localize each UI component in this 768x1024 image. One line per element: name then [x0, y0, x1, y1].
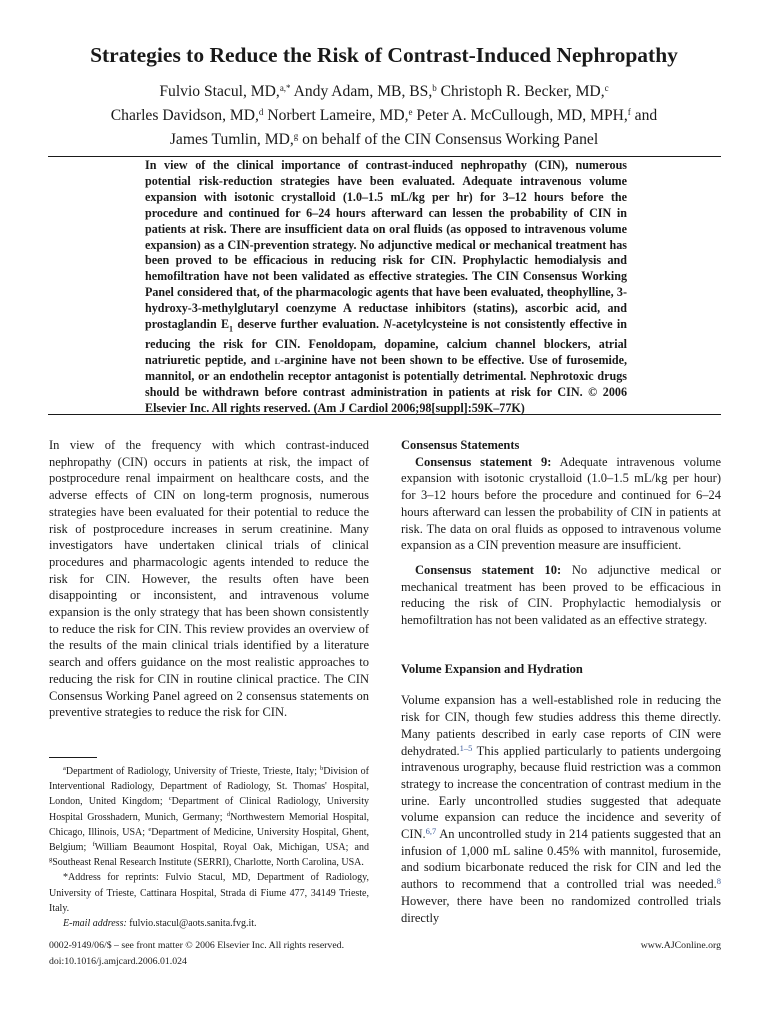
- consensus-label: Consensus statement 10:: [415, 562, 562, 577]
- abstract-top-rule: [48, 156, 721, 157]
- author-name: Christoph R. Becker, MD,: [436, 83, 605, 100]
- affiliation-marker: c: [604, 83, 609, 93]
- affiliation-marker: d: [258, 107, 264, 117]
- paragraph-text: However, there have been no randomized controlled trials directly: [401, 893, 721, 925]
- abstract-text: In view of the clinical importance of contrast-induced nephropathy (CIN), numerous potential risk-reduction strategies have been evaluated. Adequate intravenous volume expansion with isotonic crystalloid (1.0–1.5 mL/kg per hr) for 3–12 hours before the procedure and continued for 6–24 hours afterward can lessen the probability of CIN in patients at risk. There are insufficient data on oral fluids (as opposed to intravenous volume expansion) as a CIN-prevention strategy. No adjunctive medical or mechanical treatment has been proved to be efficacious in reducing risk for CIN. Prophylactic hemodialysis and hemofiltration have not been validated as effective strategies. The CIN Consensus Working Panel considered that, of the pharmacologic agents that have been evaluated, theophylline, 3-hydroxy-3-methylglutaryl coenzyme A reductase inhibitors (statins), ascorbic acid, and prostaglandin E: [145, 158, 627, 332]
- affiliation-text: Department of Radiology, University of Trieste, Trieste, Italy;: [65, 766, 320, 777]
- abstract-subscript: 1: [229, 324, 234, 334]
- author-name: Fulvio Stacul, MD,: [159, 83, 280, 100]
- affiliation-marker: e: [148, 825, 152, 833]
- reference-link[interactable]: 8: [716, 876, 721, 887]
- abstract: [145, 158, 627, 417]
- affiliation-text: William Beaumont Hospital, Royal Oak, Michigan, USA; and: [94, 842, 369, 854]
- affiliation-marker: e: [408, 107, 413, 117]
- copyright-footer: [49, 938, 449, 969]
- abstract-text: -arginine have not been shown to be effective. Use of furosemide, mannitol, or an endothelin receptor antagonist is potentially detrimental. Nephrotoxic drugs should be withdrawn before contrast administration in patients at risk for CIN. © 2006 Elsevier Inc. All rights reserved. (Am J Cardiol 2006;98[suppl]:59K–77K): [145, 353, 627, 415]
- author-line-2: [40, 104, 728, 128]
- author-name: James Tumlin, MD,: [169, 131, 294, 148]
- volume-paragraph: [401, 692, 721, 926]
- affiliation-text: Southeast Renal Research Institute (SERRI), Charlotte, North Carolina, USA.: [52, 857, 364, 869]
- footnotes: [49, 764, 369, 931]
- author-line-3: [40, 128, 728, 152]
- intro-paragraph: In view of the frequency with which contrast-induced nephropathy (CIN) occurs in patients at risk, the impact of postprocedure renal impairment on healthcare costs, and the adverse effects of CIN on long-term prognosis, numerous strategies have been evaluated for their potential to reduce the risk of postprocedure increases in serum creatinine. Many investigators have undertaken clinical trials of clinical procedures and pharmacologic agents intended to reduce the risk for CIN. However, the results often have been disappointing or inconsistent, and intravenous volume expansion is the only strategy that has been shown consistently to reduce the risk for CIN. This review provides an overview of the results of the main clinical trials identified by a literature search and offers guidance on the most realistic approaches to reducing the risk for CIN in routine clinical practice. The CIN Consensus Working Panel agreed on 2 consensus statements on preventive strategies to reduce the risk for CIN.: [49, 438, 369, 720]
- affiliation-marker: f: [92, 841, 95, 849]
- author-name: Andy Adam, MB, BS,: [290, 83, 433, 100]
- abstract-text: -acetylcysteine is not consistently effective in reducing the risk for CIN. Fenoldopam, dopamine, calcium channel blockers, atrial natriuretic peptide, and: [145, 317, 627, 368]
- affiliation-marker: d: [226, 810, 231, 818]
- author-conjunction: and: [630, 107, 658, 124]
- email-label: E-mail address:: [63, 918, 127, 930]
- section-heading-volume: Volume Expansion and Hydration: [401, 661, 583, 676]
- working-panel-note: on behalf of the CIN Consensus Working Panel: [298, 131, 599, 148]
- abstract-bottom-rule: [48, 414, 721, 415]
- abstract-italic: N: [383, 317, 393, 332]
- affiliations-footnote: [49, 764, 369, 870]
- affiliation-text: Northwestern Memorial Hospital, Chicago, Illinois, USA;: [49, 811, 369, 838]
- section-heading-consensus: Consensus Statements: [401, 438, 520, 452]
- email-address[interactable]: fulvio.stacul@aots.sanita.fvg.it.: [126, 918, 257, 930]
- reference-link[interactable]: 1–5: [459, 742, 473, 753]
- paragraph-text: This applied particularly to patients undergoing intravenous urography, because fluid restriction was a common strategy to increase the concentration of contrast medium in the urine. Early uncontrolled studies suggested that adequate volume expansion can reduce the incidence and severity of CIN.: [401, 743, 721, 842]
- affiliation-text: Department of Clinical Radiology, University Hospital Grosshadern, Munich, Germany;: [49, 796, 369, 823]
- affiliation-marker: c: [168, 795, 172, 803]
- paragraph-text: An uncontrolled study in 214 patients suggested that an infusion of 1,000 mL saline 0.45% with mannitol, furosemide, and sodium bicarbonate reduced the risk for CIN and led the authors to recommend that a controlled trial was needed.: [401, 827, 721, 892]
- abstract-text: deserve further evaluation.: [233, 317, 384, 332]
- email-line: [49, 916, 369, 931]
- affiliation-marker: g: [293, 131, 299, 141]
- affiliation-marker: b: [319, 765, 324, 772]
- consensus-statement-10: [401, 562, 721, 629]
- paragraph-text: Volume expansion has a well-established role in reducing the risk for CIN, though few studies address this theme directly. Many patients described in early case reports of CIN were dehydrated.: [401, 693, 721, 758]
- footnote-rule: [49, 757, 97, 758]
- author-name: Charles Davidson, MD,: [110, 107, 259, 124]
- copyright-line: 0002-9149/06/$ – see front matter © 2006 Elsevier Inc. All rights reserved.: [49, 940, 345, 951]
- reference-link[interactable]: 6,7: [425, 826, 437, 837]
- affiliation-marker: g: [49, 856, 53, 864]
- author-name: Peter A. McCullough, MD, MPH,: [412, 107, 628, 124]
- affiliation-marker: a: [63, 765, 66, 772]
- author-name: Norbert Lameire, MD,: [263, 107, 409, 124]
- right-column: [401, 437, 721, 926]
- affiliation-marker: b: [432, 83, 437, 93]
- reprint-address: *Address for reprints: Fulvio Stacul, MD, Department of Radiology, University of Trieste, Cattinara Hospital, Strada di Fiume 477, 34149 Trieste, Italy.: [49, 872, 369, 914]
- affiliation-marker: f: [627, 107, 631, 117]
- consensus-text: No adjunctive medical or mechanical treatment has been proved to be efficacious in reducing the risk of CIN. Prophylactic hemodialysis or hemofiltration has not been validated as an effective strategy.: [401, 562, 721, 628]
- consensus-label: Consensus statement 9:: [415, 454, 552, 469]
- affiliation-marker: a,*: [279, 83, 291, 93]
- journal-website[interactable]: www.AJConline.org: [640, 940, 721, 951]
- consensus-text: Adequate intravenous volume expansion with isotonic crystalloid (1.0–1.5 mL/kg per hour) for 3–12 hours before the procedure and continued for 6–24 hours afterward can lessen the probability of CIN in patients at risk. The data on oral fluids as opposed to intravenous volume expansion as a CIN prevention measure are insufficient.: [401, 454, 721, 553]
- affiliation-text: Division of Interventional Radiology, Department of Radiology, St. Thomas' Hospital, London, United Kingdom;: [49, 766, 369, 808]
- author-line-1: [40, 80, 728, 104]
- article-title: Strategies to Reduce the Risk of Contrast-Induced Nephropathy: [90, 43, 678, 67]
- abstract-smallcaps: l: [274, 353, 280, 368]
- author-list: [40, 80, 728, 152]
- consensus-statement-9: [401, 454, 721, 554]
- affiliation-text: Department of Medicine, University Hospital, Ghent, Belgium;: [49, 826, 369, 854]
- doi-line[interactable]: doi:10.1016/j.amjcard.2006.01.024: [49, 955, 187, 967]
